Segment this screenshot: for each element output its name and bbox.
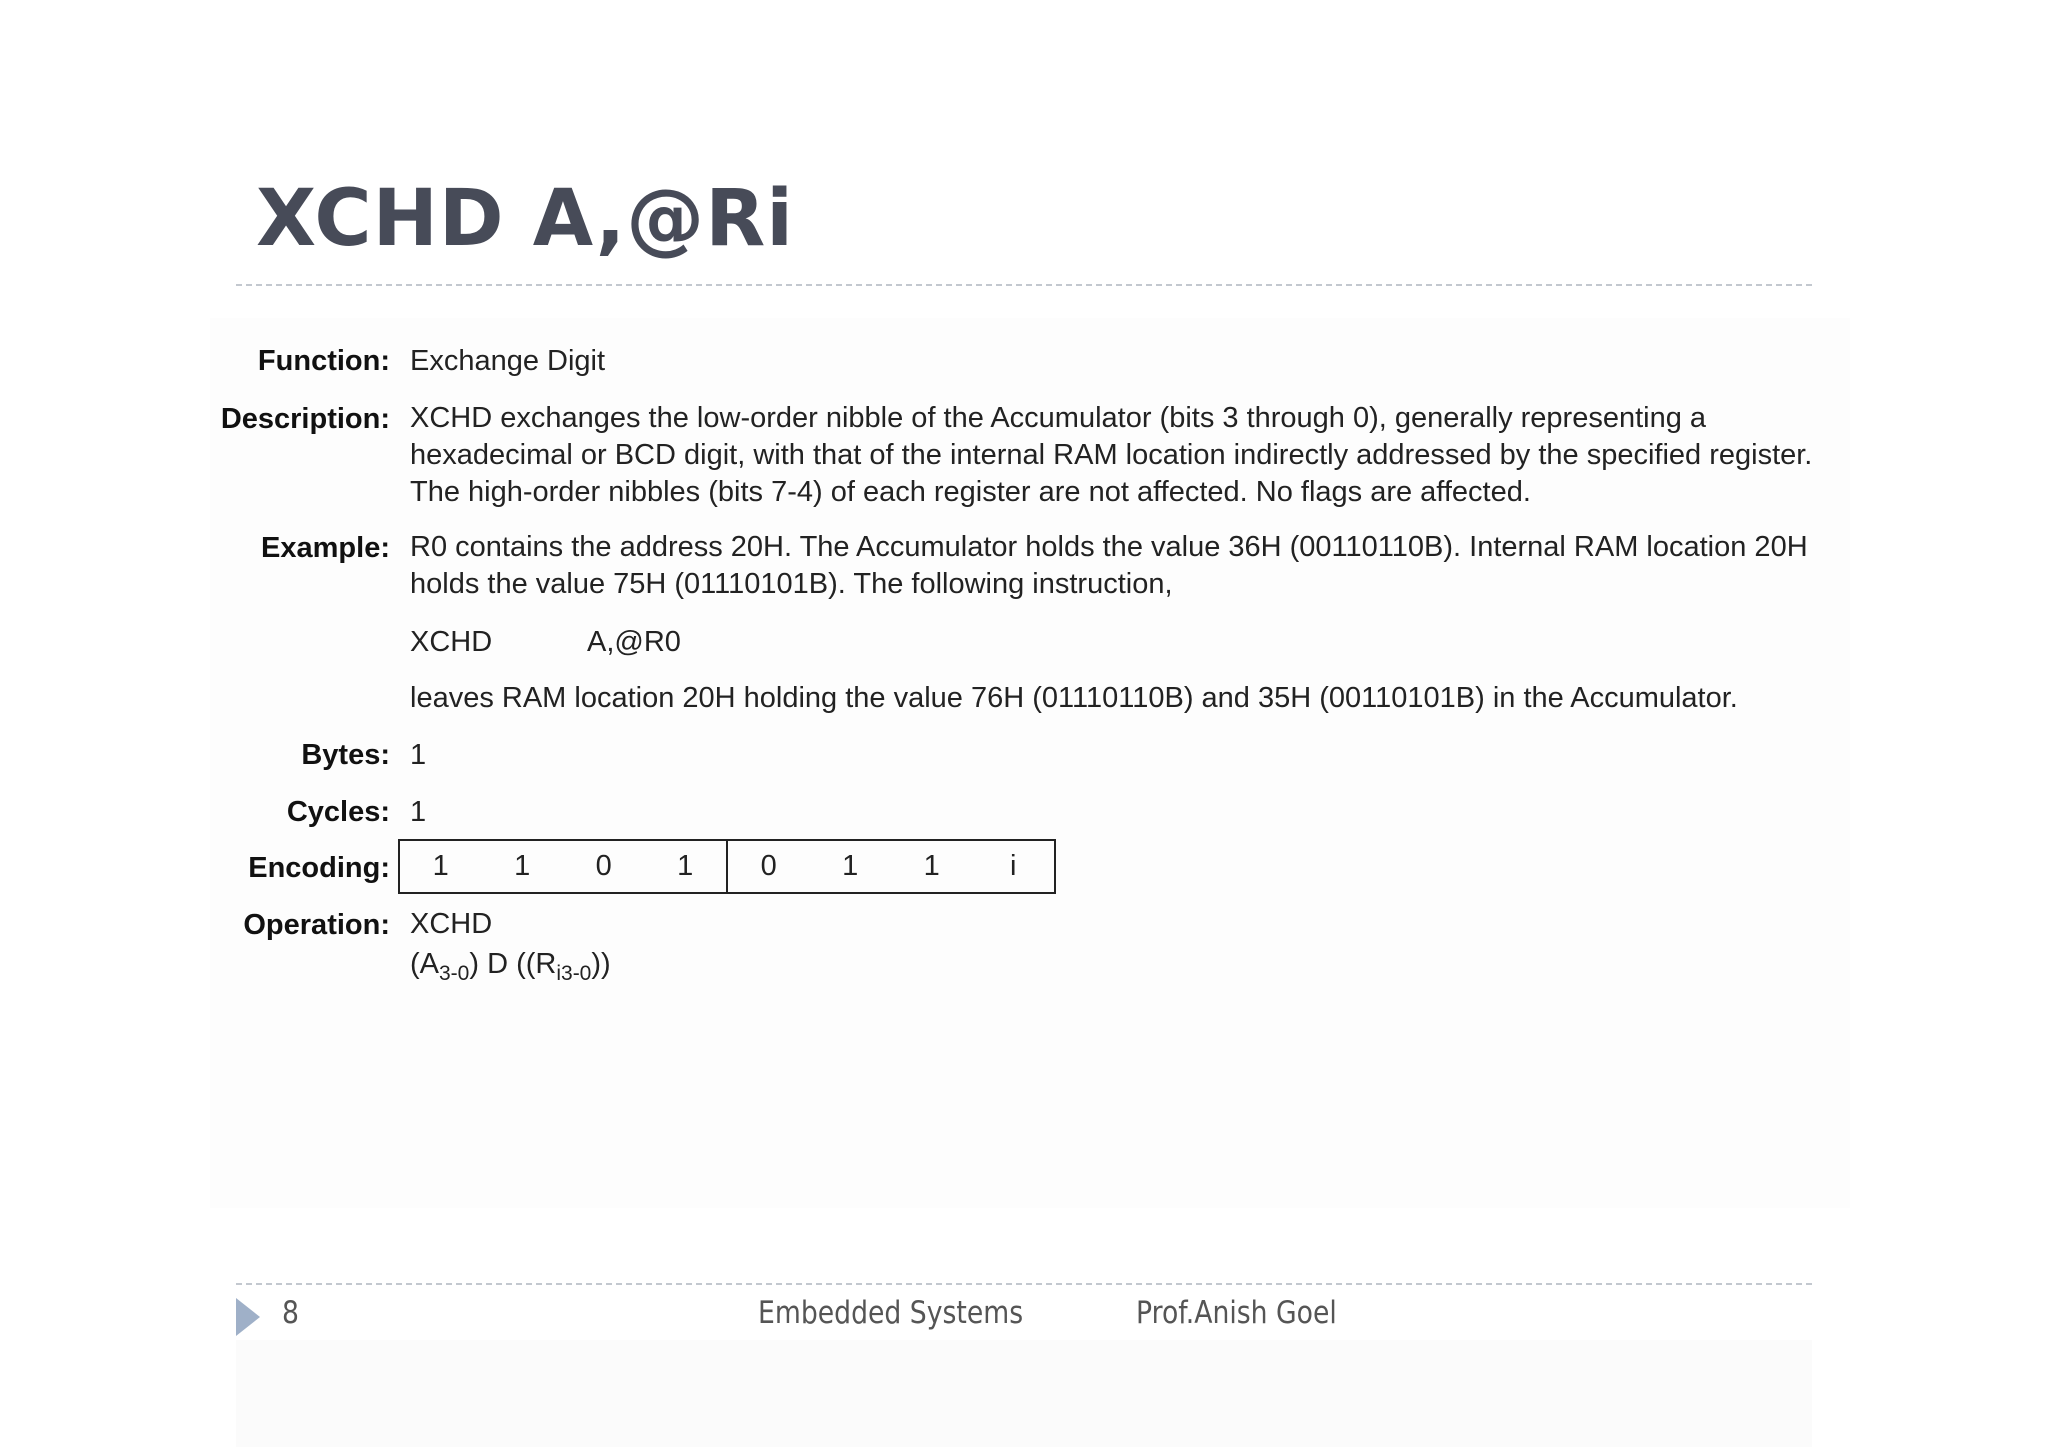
cycles-label: Cycles: bbox=[286, 796, 390, 828]
example-instruction-mnemonic: XCHD bbox=[410, 626, 493, 658]
function-label: Function: bbox=[257, 345, 390, 377]
footer-divider bbox=[236, 1283, 1812, 1285]
footer-background bbox=[236, 1340, 1812, 1447]
operation-expr-part: (A bbox=[410, 948, 439, 980]
encoding-bit: 1 bbox=[842, 850, 859, 882]
operation-mnemonic: XCHD bbox=[410, 908, 493, 940]
encoding-bit: 0 bbox=[595, 850, 612, 882]
function-value: Exchange Digit bbox=[410, 345, 606, 377]
triangle-bullet-icon bbox=[236, 1298, 260, 1336]
operation-expression bbox=[410, 946, 611, 992]
bytes-label: Bytes: bbox=[301, 739, 390, 771]
footer-course: Embedded Systems bbox=[758, 1295, 1024, 1331]
encoding-bit: 0 bbox=[760, 850, 777, 882]
encoding-bit: i bbox=[1010, 850, 1017, 882]
page-number: 8 bbox=[282, 1295, 299, 1331]
encoding-bit: 1 bbox=[923, 850, 940, 882]
example-label: Example: bbox=[261, 532, 390, 564]
description-label: Description: bbox=[220, 403, 390, 435]
operation-expr-part: )) bbox=[591, 948, 611, 980]
footer-author: Prof.Anish Goel bbox=[1136, 1295, 1337, 1331]
encoding-table bbox=[398, 839, 1056, 894]
cycles-value: 1 bbox=[410, 796, 427, 828]
example-line: R0 contains the address 20H. The Accumulator holds the value 36H (00110110B). Internal RAM location 20H bbox=[410, 531, 1808, 563]
encoding-bit: 1 bbox=[432, 850, 449, 882]
operation-label: Operation: bbox=[243, 909, 390, 941]
encoding-bit: 1 bbox=[514, 850, 531, 882]
operation-expr-subscript: 3-0 bbox=[439, 961, 470, 985]
example-result: leaves RAM location 20H holding the value 76H (01110110B) and 35H (00110101B) in the Accumulator. bbox=[410, 682, 1738, 714]
operation-expr-part: ) D ((R bbox=[469, 948, 557, 980]
description-line: The high-order nibbles (bits 7-4) of each register are not affected. No flags are affected. bbox=[410, 476, 1531, 508]
example-line: holds the value 75H (01110101B). The following instruction, bbox=[410, 568, 1173, 600]
description-line: hexadecimal or BCD digit, with that of the internal RAM location indirectly addressed by the specified register. bbox=[410, 439, 1813, 471]
encoding-label: Encoding: bbox=[248, 852, 390, 884]
example-instruction-operands: A,@R0 bbox=[587, 626, 681, 658]
bytes-value: 1 bbox=[410, 739, 427, 771]
operation-expr-subscript: i3-0 bbox=[556, 961, 592, 985]
description-line: XCHD exchanges the low-order nibble of the Accumulator (bits 3 through 0), generally representing a bbox=[410, 402, 1707, 434]
encoding-bit: 1 bbox=[645, 841, 729, 892]
title-divider bbox=[236, 284, 1812, 286]
slide-title: XCHD A,@Ri bbox=[256, 174, 795, 264]
